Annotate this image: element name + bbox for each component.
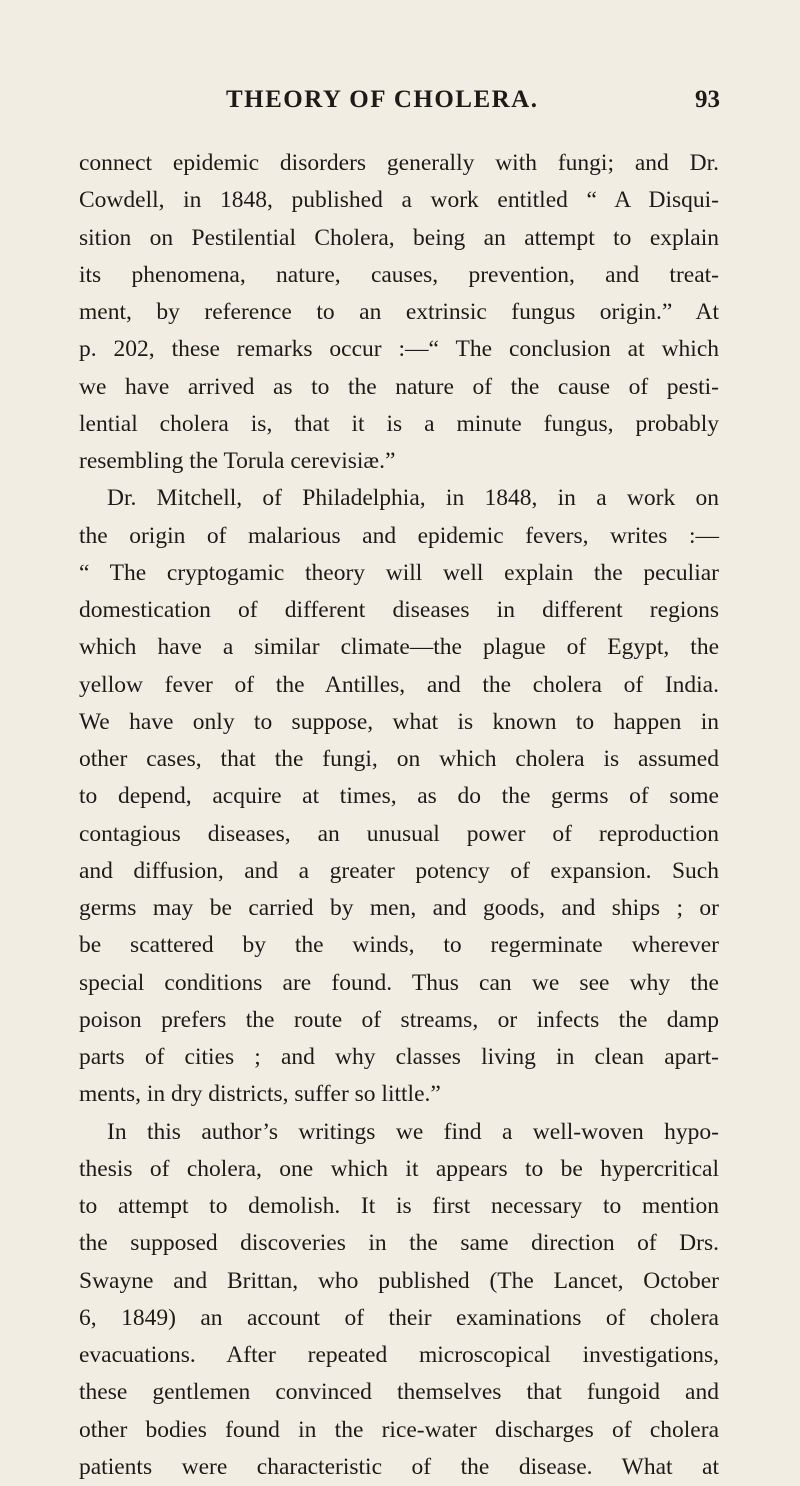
text-line: patients were characteristic of the disease. What at <box>79 1453 719 1480</box>
text-line: other bodies found in the rice-water discharges of cholera <box>79 1416 719 1443</box>
running-head: THEORY OF CHOLERA. <box>226 86 539 113</box>
text-line: ment, by reference to an extrinsic fungus origin.” At <box>79 299 719 325</box>
text-line: contagious diseases, an unusual power of reproduction <box>79 820 719 847</box>
text-line: connect epidemic disorders generally with fungi; and Dr. <box>79 150 719 176</box>
text-line: resembling the Torula cerevisiæ.” <box>79 448 396 474</box>
text-line: poison prefers the route of streams, or infects the damp <box>79 1006 719 1033</box>
text-line: we have arrived as to the nature of the cause of pesti- <box>79 373 719 400</box>
text-line: and diffusion, and a greater potency of expansion. Such <box>79 857 719 884</box>
text-line: its phenomena, nature, causes, prevention, and treat- <box>79 261 719 288</box>
text-line: evacuations. After repeated microscopical investigations, <box>79 1342 719 1368</box>
text-line: germs may be carried by men, and goods, and ships ; or <box>79 895 719 921</box>
page-header <box>0 86 800 126</box>
text-line: the supposed discoveries in the same direction of Drs. <box>79 1230 719 1257</box>
text-line: to depend, acquire at times, as do the germs of some <box>79 783 719 810</box>
text-line: parts of cities ; and why classes living in clean apart- <box>79 1044 719 1070</box>
page-number: 93 <box>695 86 720 113</box>
text-line: thesis of cholera, one which it appears to be hypercritical <box>79 1155 719 1182</box>
text-line: Dr. Mitchell, of Philadelphia, in 1848, in a work on <box>107 485 719 512</box>
text-line: Swayne and Brittan, who published (The Lancet, October <box>79 1267 719 1294</box>
text-line: In this author’s writings we find a well-woven hypo- <box>107 1118 719 1145</box>
text-line: p. 202, these remarks occur :—“ The conclusion at which <box>79 336 719 363</box>
text-line: be scattered by the winds, to regerminate wherever <box>79 932 719 959</box>
text-line: ments, in dry districts, suffer so little.” <box>79 1081 441 1108</box>
text-line: sition on Pestilential Cholera, being an attempt to explain <box>79 224 719 251</box>
text-line: these gentlemen convinced themselves that fungoid and <box>79 1379 719 1406</box>
text-line: the origin of malarious and epidemic fevers, writes :— <box>79 522 719 549</box>
text-line: which have a similar climate—the plague of Egypt, the <box>79 634 719 661</box>
text-line: We have only to suppose, what is known to happen in <box>79 708 719 735</box>
text-line: to attempt to demolish. It is first necessary to mention <box>79 1193 719 1219</box>
text-line: special conditions are found. Thus can we see why the <box>79 969 719 996</box>
text-line: other cases, that the fungi, on which cholera is assumed <box>79 746 719 772</box>
text-line: 6, 1849) an account of their examinations of cholera <box>79 1304 719 1331</box>
text-line: domestication of different diseases in different regions <box>79 597 719 623</box>
text-line: “ The cryptogamic theory will well explain the peculiar <box>79 559 719 586</box>
text-line: yellow fever of the Antilles, and the cholera of India. <box>79 671 719 698</box>
body-text <box>79 145 719 1486</box>
text-line: lential cholera is, that it is a minute fungus, probably <box>79 410 719 437</box>
text-line: Cowdell, in 1848, published a work entitled “ A Disqui- <box>79 187 719 214</box>
